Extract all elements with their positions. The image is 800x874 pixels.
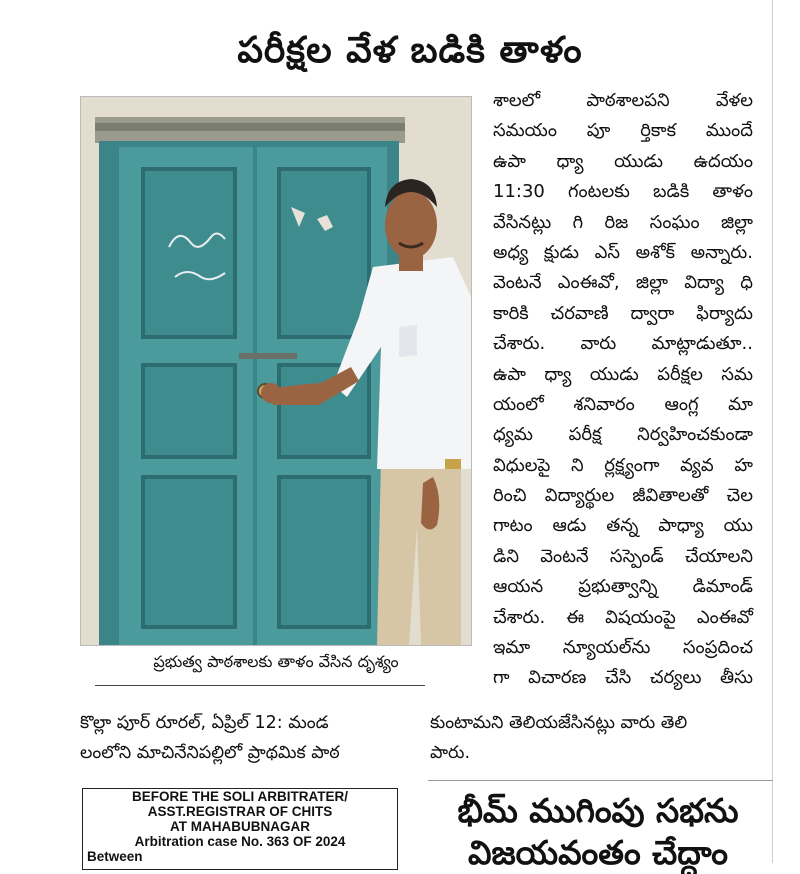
body-line: ఆయన ప్రభుత్వాన్ని డిమాండ్ <box>493 576 753 598</box>
body-line: చేశారు. ఈ విషయంపై ఎంఈవో <box>493 606 753 628</box>
notice-line: Arbitration case No. 363 OF 2024 <box>134 834 346 849</box>
body-line: రించి విద్యార్థుల జీవితాలతో చెల <box>493 485 753 507</box>
body-line: యంలో శనివారం ఆంగ్ల మా <box>493 393 753 415</box>
body-line: సమయం పూ ర్తికాక ముందే <box>493 120 753 142</box>
body-line: గాటం ఆడు తన్న పాధ్యా యు <box>493 515 753 537</box>
body-line: గా విచారణ చేసి చర్యలు తీసు <box>493 667 753 689</box>
body-line: 11:30 గంటలకు బడికి తాళం <box>493 181 753 203</box>
article-ending-block <box>430 708 755 768</box>
body-line: ఉపా ధ్యా యుడు ఉదయం <box>493 150 753 172</box>
ending-line: కుంటామని తెలియజేసినట్లు వారు తెలి <box>430 713 688 733</box>
notice-line: ASST.REGISTRAR OF CHITS <box>147 804 333 819</box>
photo-caption: ప్రభుత్వ పాఠశాలకు తాళం వేసిన దృశ్యం <box>153 652 399 671</box>
notice-line: AT MAHABUBNAGAR <box>170 819 310 834</box>
body-line: విధులపై ని ర్లక్ష్యంగా వ్యవ హ <box>493 454 753 476</box>
news-photo-illustration <box>81 97 471 645</box>
column-rule <box>772 0 773 863</box>
headline2-line: విజయవంతం చేద్దాం <box>468 833 728 872</box>
dateline-line: కొల్లా పూర్ రూరల్, ఏప్రిల్ 12: మండ <box>80 713 329 733</box>
article-dateline-block <box>80 708 410 768</box>
body-line: ఇమా న్యూయల్‌ను సంప్రదించ <box>493 637 753 659</box>
body-line: చేశారు. వారు మాట్లాడుతూ.. <box>493 333 753 355</box>
article-headline: పరీక్షల వేళ బడికి తాళం <box>237 30 583 71</box>
section-divider <box>428 780 773 781</box>
caption-divider <box>95 685 425 686</box>
body-line: డిని వెంటనే సస్పెండ్ చేయాలని <box>493 545 753 567</box>
body-line: శాలలో పాఠశాలపని వేళల <box>493 90 753 111</box>
body-line: కారికి చరవాణి ద్వారా ఫిర్యాదు <box>493 302 753 324</box>
headline2-line: భీమ్ ముగింపు సభను <box>457 791 739 830</box>
second-article-headline <box>428 790 768 874</box>
notice-line: Between <box>87 849 143 864</box>
body-line: వేసినట్లు గి రిజ సంఘం జిల్లా <box>493 211 753 233</box>
body-line: ఉపా ధ్యా యుడు పరీక్షల సమ <box>493 363 753 385</box>
dateline-line: లంలోని మాచినేనిపల్లిలో ప్రాథమిక పాఠ <box>80 743 340 763</box>
article-body-column <box>493 86 753 694</box>
body-line: ధ్యమ పరీక్ష నిర్వహించకుండా <box>493 424 753 446</box>
legal-notice-box <box>82 788 398 870</box>
news-photo <box>80 96 472 646</box>
notice-line: BEFORE THE SOLI ARBITRATER/ <box>132 789 348 804</box>
body-line: అధ్య క్షుడు ఎస్ అశోక్ అన్నారు. <box>493 241 753 263</box>
body-line: వెంటనే ఎంఈవో, జిల్లా విద్యా ధి <box>493 272 753 294</box>
ending-line: పారు. <box>430 743 471 763</box>
